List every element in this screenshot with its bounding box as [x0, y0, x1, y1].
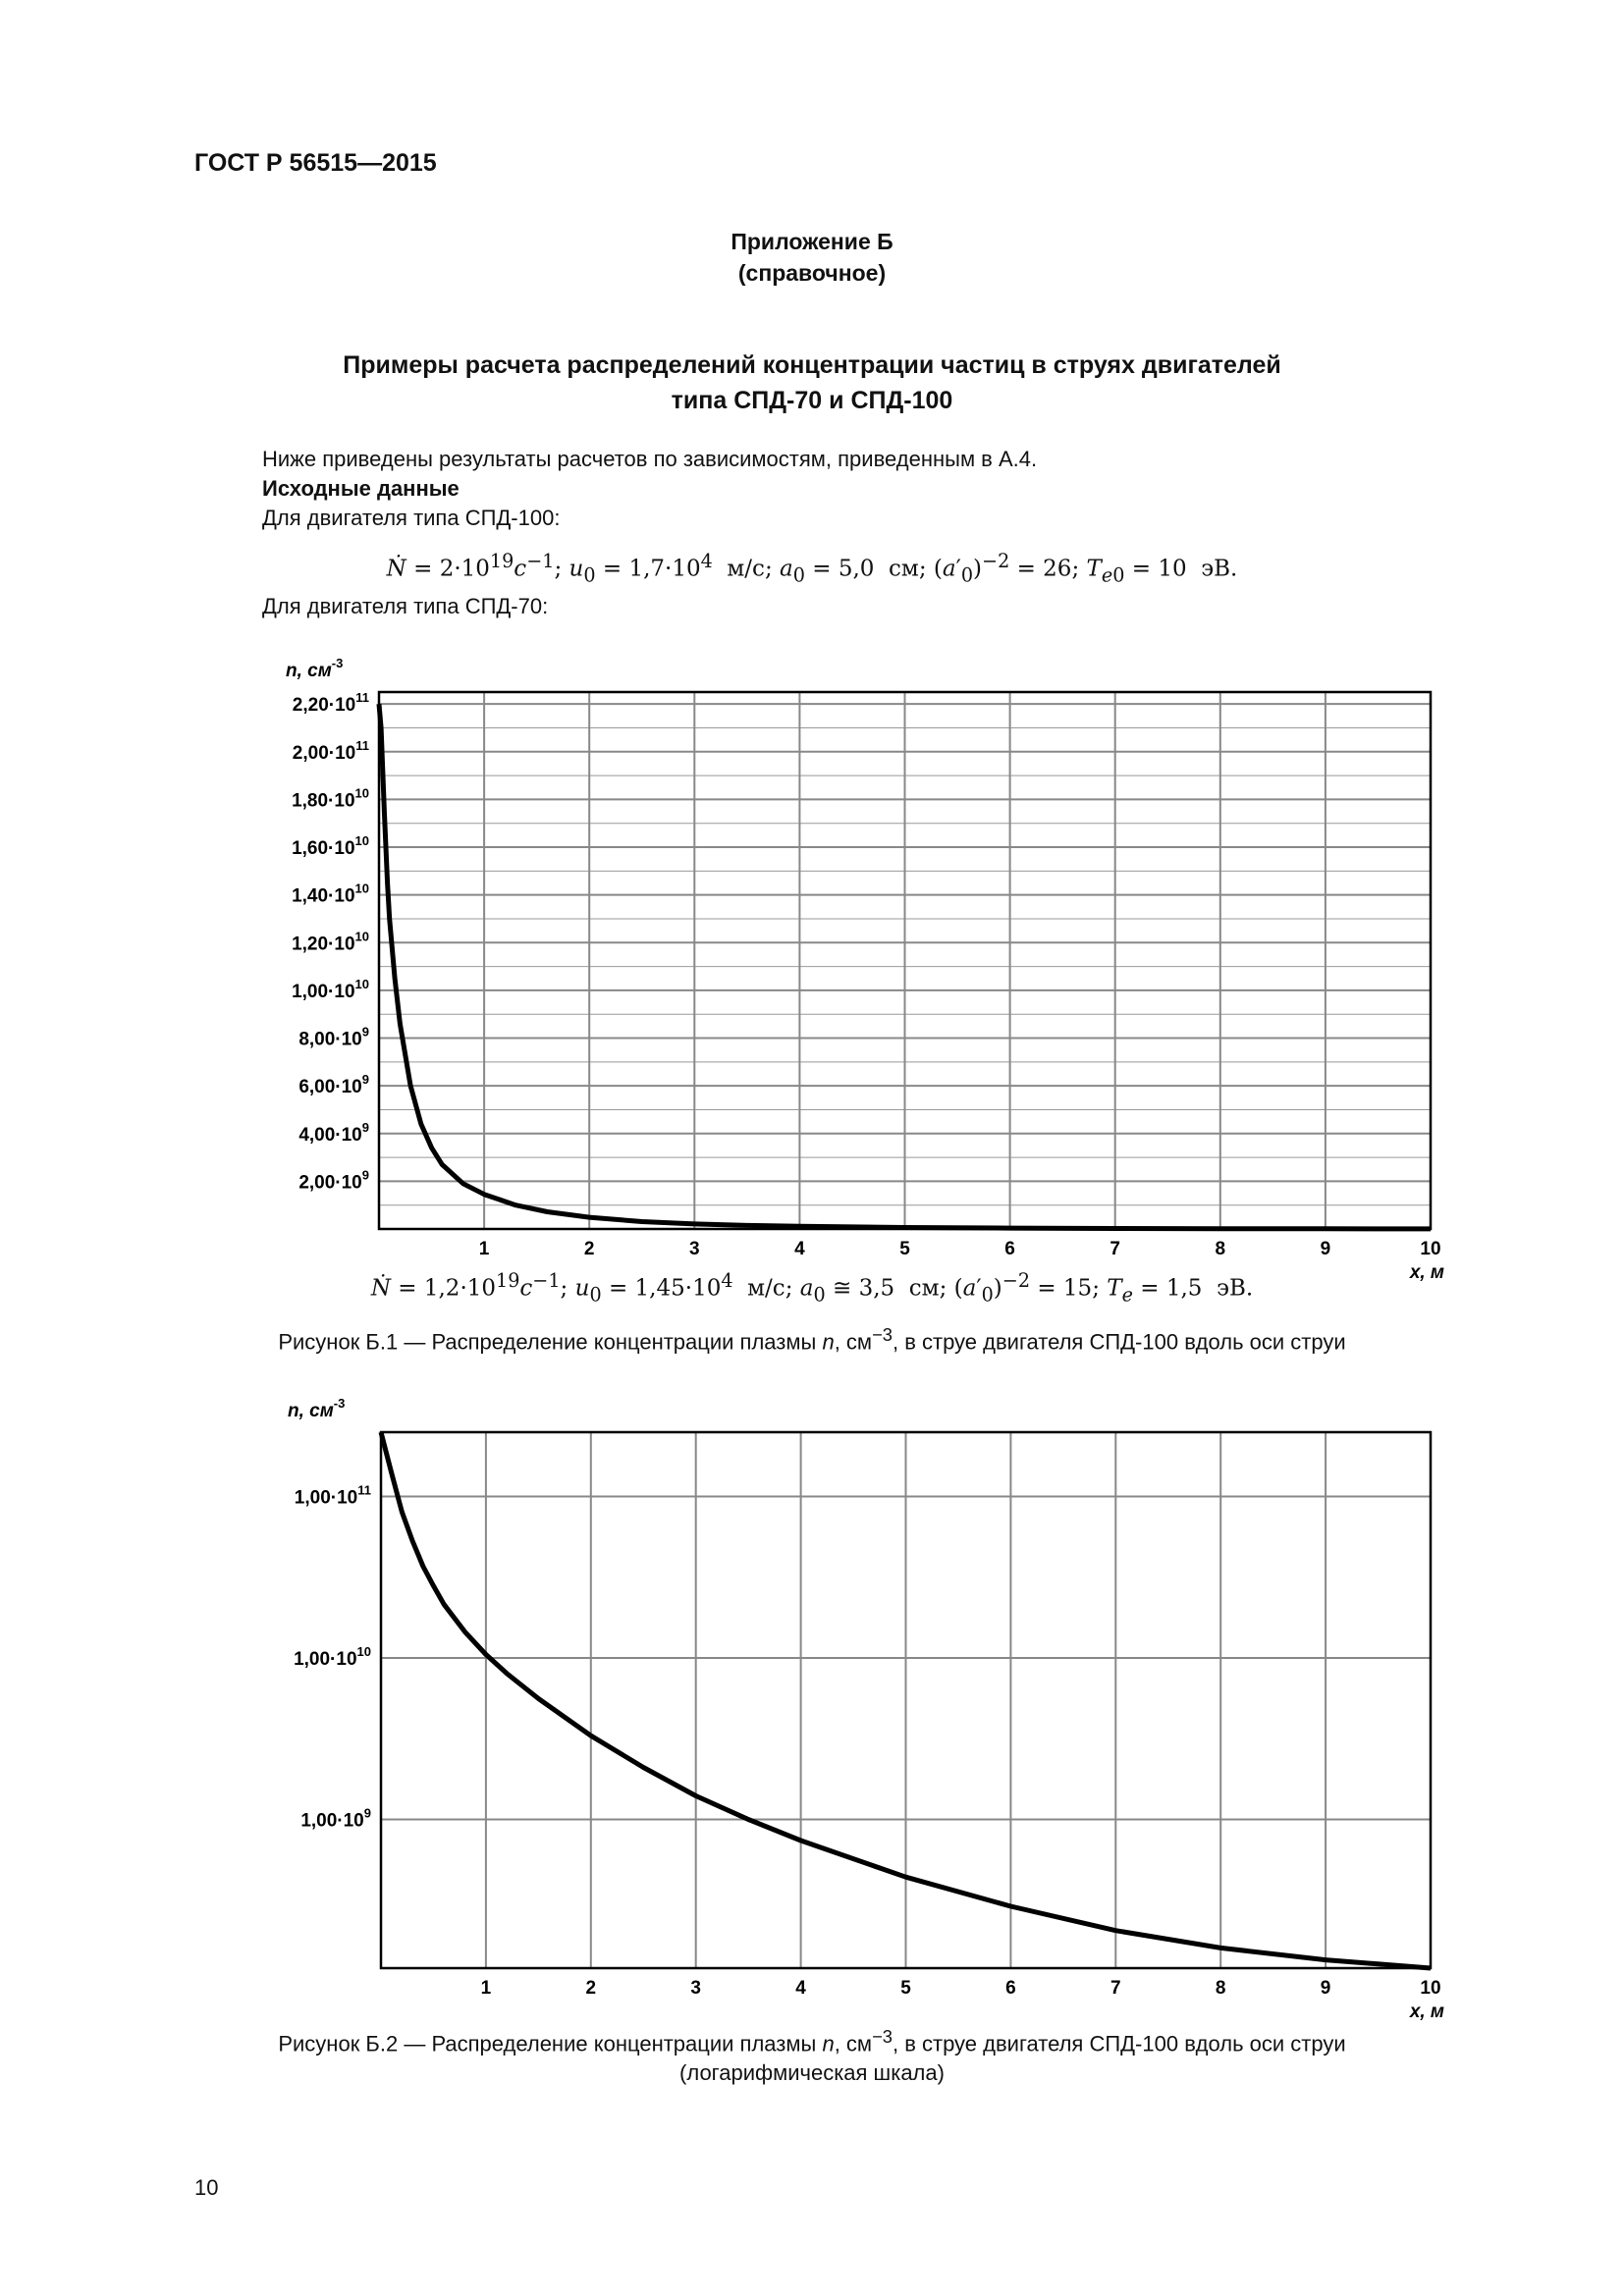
formula-spd70: Ṅ = $1,2\cdot 10^{19}с^{-1}$; $u_0 = 1,45\cdot 10^4$ м/с; $a_0$ ≅ 3,5 см; $(a'_0)^{-2} = 15$; $T_e = 1,5$ эВ. [370, 1269, 1254, 1307]
formula-spd100: Ṅ = $2\cdot 10^{19}с^{-1}$; $u_0 = 1,7\cdot 10^4$ м/с; $a_0 = 5,0$ см; $(a'_0)^{-2} = 26$; $T_{e0} = 10$ эВ. [386, 550, 1238, 587]
formula-spd100-flow-unit: с [514, 556, 527, 582]
x-tick-label: 9 [1320, 1239, 1331, 1259]
x-tick-label: 9 [1320, 1978, 1331, 1999]
x-tick-label: 2 [583, 1239, 595, 1259]
x-tick-label: 5 [899, 1239, 910, 1259]
figure-b1-y-tick-labels [292, 690, 369, 1193]
formula-spd100-u0: 1,7 [628, 556, 666, 582]
spd70-label: Для двигателя типа СПД-70: [262, 594, 549, 618]
section-title-line1: Примеры расчета распределений концентрации частиц в струях двигателей [343, 351, 1281, 379]
x-tick-label: 5 [900, 1978, 911, 1999]
initial-data-label: Исходные данные [262, 476, 460, 501]
x-tick-label: 4 [794, 1239, 805, 1259]
figure-b2-y-axis-label: n, $см^{-3}$ [288, 1396, 346, 1421]
figure-b2-x-tick-labels [481, 1978, 1441, 1999]
x-tick-label: 7 [1110, 1978, 1121, 1999]
formula-spd100-speed-unit: м/с [727, 556, 765, 582]
formula-spd70-speed-unit: м/с [747, 1275, 785, 1302]
formula-spd70-n: 1,2 [423, 1275, 460, 1302]
formula-spd100-te0: 10 [1158, 556, 1187, 582]
x-tick-label: 1 [480, 1978, 492, 1999]
figure-b2-caption-line2: (логарифмическая шкала) [679, 2060, 945, 2086]
spd100-label: Для двигателя типа СПД-100: [262, 506, 561, 530]
figure-b1-grid [379, 692, 1431, 1229]
y-tick-label: $4,00\cdot 10^9$ [298, 1119, 369, 1146]
formula-spd70-temp-unit: эВ [1217, 1275, 1246, 1302]
x-tick-label: 2 [585, 1978, 597, 1999]
figure-b2-caption [0, 2022, 1624, 2088]
x-tick-label: 8 [1215, 1239, 1226, 1259]
x-tick-label: 3 [690, 1978, 701, 1999]
formula-spd100-n-exp: 19 [489, 550, 514, 572]
figure-b1-x-tick-labels [479, 1239, 1441, 1259]
formula-spd70-u0-exp: 4 [721, 1269, 733, 1292]
annex-title: Приложение Б [731, 229, 893, 254]
formula-spd70-u0: 1,45 [634, 1275, 685, 1302]
formula-spd100-len-unit: см [889, 556, 919, 582]
y-tick-label: $2,00\cdot 10^{11}$ [292, 737, 369, 764]
annex-subtitle: (справочное) [737, 260, 887, 286]
formula-spd70-a0prime: 15 [1062, 1275, 1093, 1302]
page-number: 10 [194, 2175, 219, 2200]
intro-text: Ниже приведены результаты расчетов по зависимостям, приведенным в А.4. [262, 447, 1038, 471]
x-tick-label: 6 [1004, 1239, 1015, 1259]
formula-spd100-n: 2 [439, 556, 455, 582]
figure-b1-x-axis-label: x, м [1409, 1262, 1444, 1283]
formula-spd70-len-unit: см [908, 1275, 940, 1302]
y-tick-label: $2,00\cdot 10^9$ [298, 1167, 369, 1194]
x-tick-label: 3 [689, 1239, 700, 1259]
formula-spd100-a0: 5,0 [838, 556, 875, 582]
figure-b1-y-axis-label: n, $см^{-3}$ [286, 656, 344, 681]
y-tick-label: $6,00\cdot 10^9$ [298, 1072, 369, 1098]
figure-b2-y-tick-labels [294, 1482, 371, 1831]
y-tick-label: $1,00\cdot 10^{11}$ [294, 1482, 371, 1509]
x-tick-label: 1 [478, 1239, 490, 1259]
x-tick-label: 10 [1420, 1239, 1441, 1259]
figure-b1-caption: Рисунок Б.1 — Распределение концентрации плазмы n, $см^{-3}$, в струе двигателя СПД-100 вдоль оси струи [278, 1324, 1346, 1355]
figure-b2-chart [0, 1374, 1624, 2022]
x-tick-label: 10 [1420, 1978, 1441, 1999]
figure-b2-caption-line1: Рисунок Б.2 — Распределение концентрации плазмы n, $см^{-3}$, в струе двигателя СПД-100 вдоль оси струи [278, 2026, 1346, 2056]
y-tick-label: $1,00\cdot 10^{10}$ [292, 976, 369, 1002]
formula-spd100-a0prime: 26 [1043, 556, 1072, 582]
formula-spd70-flow-unit: с [519, 1275, 533, 1302]
x-tick-label: 4 [795, 1978, 806, 1999]
x-tick-label: 6 [1005, 1978, 1016, 1999]
y-tick-label: $8,00\cdot 10^9$ [298, 1024, 369, 1050]
y-tick-label: $1,00\cdot 10^9$ [300, 1805, 371, 1832]
y-tick-label: $1,60\cdot 10^{10}$ [292, 833, 369, 860]
formula-spd70-te: 1,5 [1165, 1275, 1203, 1302]
formula-spd70-a0: 3,5 [858, 1275, 895, 1302]
x-tick-label: 7 [1110, 1239, 1120, 1259]
y-tick-label: $1,80\cdot 10^{10}$ [292, 785, 369, 812]
formula-spd100-u0-exp: 4 [700, 550, 713, 572]
formula-spd100-temp-unit: эВ [1201, 556, 1231, 582]
document-header: ГОСТ Р 56515—2015 [194, 149, 437, 177]
x-tick-label: 8 [1215, 1978, 1226, 1999]
y-tick-label: $1,40\cdot 10^{10}$ [292, 881, 369, 907]
y-tick-label: $1,00\cdot 10^{10}$ [294, 1643, 371, 1670]
y-tick-label: $2,20\cdot 10^{11}$ [292, 690, 369, 717]
section-title-line2: типа СПД-70 и СПД-100 [671, 387, 953, 414]
figure-b2-x-axis-label: x, м [1409, 2002, 1444, 2022]
formula-spd70-n-exp: 19 [496, 1269, 520, 1292]
y-tick-label: $1,20\cdot 10^{10}$ [292, 929, 369, 955]
